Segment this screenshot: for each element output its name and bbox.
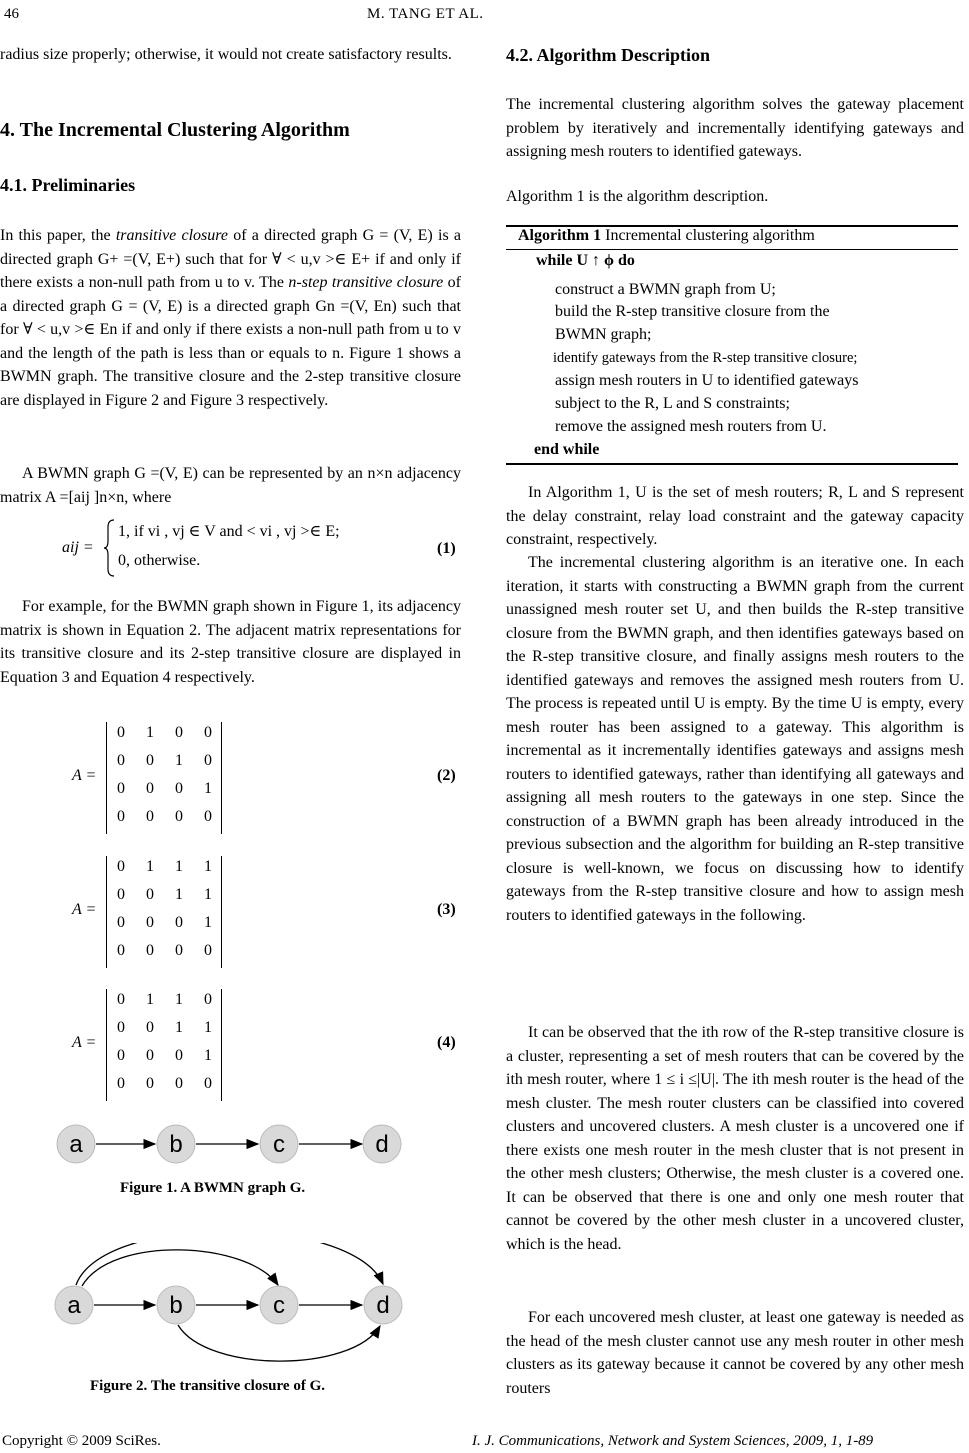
figure-2-edges — [76, 1243, 383, 1361]
edge-a-c — [82, 1250, 278, 1286]
matrix-cell: 0 — [117, 752, 125, 769]
matrix-cell: 0 — [117, 724, 125, 741]
matrix-cell: 1 — [204, 886, 212, 903]
matrix-cell: 0 — [204, 991, 212, 1008]
preliminaries-paragraph: In this paper, the transitive closure of a directed graph G = (V, E) is a directed graph G+ =(V, E+) such that for ∀ < u,v >∈ E+ if and only if there exists a non-null path from u to v. The n-step transitive closure of a directed graph G = (V, E) is a directed graph Gn =(V, En) such that for ∀ < u,v >∈ En if and only if there exists a non-null path from u to v and the length of the path is less than or equals to n. Figure 1 shows a BWMN graph. The transitive closure and the 2-step transitive closure are displayed in Figure 2 and Figure 3 respectively. — [0, 227, 462, 409]
footer-journal: I. J. Communications, Network and System Sciences, 2009, 1, 1-89 — [472, 1433, 874, 1449]
equation-1-lhs: aij = — [62, 539, 94, 556]
matrix-cell: 0 — [204, 724, 212, 741]
matrix-cell: 0 — [204, 808, 212, 825]
matrix-cell: 0 — [204, 942, 212, 959]
matrix-cell: 1 — [175, 858, 183, 875]
matrix-cell: 0 — [175, 724, 183, 741]
equation-1-case-2: 0, otherwise. — [118, 552, 201, 569]
node-b-label: b — [169, 1131, 183, 1158]
running-authors: M. TANG ET AL. — [367, 6, 484, 22]
matrix-cell: 0 — [146, 1075, 154, 1092]
matrix-equation-4 — [72, 985, 462, 1107]
matrix-cell: 1 — [175, 752, 183, 769]
algorithm-step-2a: build the R-step transitive closure from the — [555, 303, 830, 320]
matrix-cell: 1 — [204, 1019, 212, 1036]
matrix-cell: 0 — [146, 942, 154, 959]
algorithm-title: Algorithm 1 Incremental clustering algorithm — [518, 227, 815, 244]
matrix-cell: 1 — [146, 724, 154, 741]
node-c-label: c — [273, 1131, 285, 1158]
matrix-cell: 0 — [117, 886, 125, 903]
matrix-cell: 1 — [146, 858, 154, 875]
matrix-cell: 0 — [117, 991, 125, 1008]
matrix-label: A = — [72, 1034, 97, 1051]
section-4-heading: 4. The Incremental Clustering Algorithm — [0, 119, 350, 141]
page-number: 46 — [4, 6, 19, 22]
node-a-label: a — [67, 1292, 81, 1319]
matrix-cell: 0 — [146, 1047, 154, 1064]
cluster-paragraph: It can be observed that the ith row of the R-step transitive closure is a cluster, representing a set of mesh routers that can be covered by the ith mesh router, where 1 ≤ i ≤|U|. The ith mesh router is the head of the mesh cluster. The mesh router clusters can be classified into covered clusters and uncovered clusters. A mesh cluster is a uncovered one if there exists one mesh router in the mesh cluster that is not present in the other mesh clusters; Otherwise, the mesh cluster is a covered one. It can be observed that there is one and only one mesh router that cannot be covered by the other mesh cluster in a uncovered cluster, which is the head. — [506, 1024, 964, 1253]
algorithm-1-box — [506, 225, 958, 465]
node-a-label: a — [69, 1131, 83, 1158]
matrix-cell: 0 — [175, 1047, 183, 1064]
algorithm-mid-rule — [506, 249, 958, 250]
equation-1 — [60, 517, 461, 579]
matrix-cell: 0 — [146, 808, 154, 825]
matrix-cell: 0 — [175, 1075, 183, 1092]
algorithm-notation-paragraph: In Algorithm 1, U is the set of mesh routers; R, L and S represent the delay constraint, relay load constraint and the gateway capacity constraint, respectively. — [506, 484, 964, 548]
matrix-cell: 1 — [204, 1047, 212, 1064]
algorithm-step-1: construct a BWMN graph from U; — [555, 281, 776, 298]
figure-1-caption: Figure 1. A BWMN graph G. — [120, 1180, 306, 1196]
matrix-cell: 0 — [146, 886, 154, 903]
subsection-4-1-heading: 4.1. Preliminaries — [0, 175, 136, 195]
matrix-cell: 0 — [146, 1019, 154, 1036]
footer-copyright: Copyright © 2009 SciRes. — [2, 1433, 161, 1449]
gateway-paragraph: For each uncovered mesh cluster, at least one gateway is needed as the head of the mesh cluster cannot use any mesh router in other mesh clusters as its gateway because it cannot be covered by any other mesh routers — [506, 1309, 964, 1397]
matrix-cell: 1 — [146, 991, 154, 1008]
algorithm-explanation-paragraph: The incremental clustering algorithm is an iterative one. In each iteration, it starts with constructing a BWMN graph from the current unassigned mesh router set U, and then builds the R-step transitive closure from the BWMN graph, and then identifies gateways based on the R-step transitive closure, and finally assigns mesh routers to the identified gateways and removes the assigned mesh routers from U. The process is repeated until U is empty. By the time U is empty, every mesh router has been assigned to a gateway. This algorithm is incremental as it incrementally identifies gateways and assigns mesh routers to identified gateways, rather than identifying all gateways and assigning all mesh routers to the gateways in one step. Since the construction of a BWMN graph has been already introduced in the previous subsection and the algorithm for building an R-step transitive closure is well-known, we focus on discussing how to identify gateways from the R-step transitive closure and how to assign mesh routers to identified gateways in the following. — [506, 554, 964, 924]
equation-number: (2) — [437, 767, 456, 784]
matrix-cell: 0 — [146, 752, 154, 769]
matrix-cell: 0 — [175, 942, 183, 959]
node-b-label: b — [169, 1292, 183, 1319]
matrix-cell: 1 — [175, 886, 183, 903]
node-c-label: c — [273, 1292, 285, 1319]
edge-b-d — [178, 1325, 380, 1361]
algorithm-bottom-rule — [506, 463, 958, 465]
equation-1-number: (1) — [437, 540, 456, 557]
matrix-cell: 1 — [175, 1019, 183, 1036]
matrix-cell: 0 — [117, 1075, 125, 1092]
matrix-cell: 0 — [146, 780, 154, 797]
algorithm-step-4a: assign mesh routers in U to identified gateways — [555, 372, 859, 389]
matrix-cell: 0 — [117, 858, 125, 875]
matrix-cell: 0 — [175, 780, 183, 797]
matrix-cell: 0 — [204, 1075, 212, 1092]
matrix-cell: 0 — [117, 1019, 125, 1036]
edge-a-d — [76, 1243, 383, 1285]
matrix-cell: 0 — [175, 808, 183, 825]
matrix-cell: 1 — [204, 914, 212, 931]
equation-number: (4) — [437, 1034, 456, 1051]
brace-icon — [104, 519, 116, 577]
matrix-label: A = — [72, 901, 97, 918]
algorithm-end-while: end while — [534, 441, 600, 458]
algorithm-reference-paragraph: Algorithm 1 is the algorithm description. — [506, 188, 769, 205]
matrix-cell: 1 — [175, 991, 183, 1008]
algorithm-step-5: remove the assigned mesh routers from U. — [555, 418, 827, 435]
matrix-cell: 0 — [117, 942, 125, 959]
matrix-cell: 0 — [117, 808, 125, 825]
matrix-cell: 0 — [117, 1047, 125, 1064]
matrix-label: A = — [72, 767, 97, 784]
running-header — [0, 6, 969, 26]
figure-1-graph — [55, 1122, 415, 1166]
algorithm-step-4b: subject to the R, L and S constraints; — [555, 395, 790, 412]
matrix-cell: 0 — [117, 914, 125, 931]
matrix-cell: 1 — [204, 780, 212, 797]
equation-number: (3) — [437, 901, 456, 918]
algorithm-intro-paragraph: The incremental clustering algorithm solves the gateway placement problem by iteratively and incrementally identifying gateways and assigning mesh routers to identified gateways. — [506, 96, 964, 160]
equation-1-case-1: 1, if vi , vj ∈ V and < vi , vj >∈ E; — [118, 523, 340, 540]
subsection-4-2-heading: 4.2. Algorithm Description — [506, 45, 710, 65]
matrix-cell: 0 — [146, 914, 154, 931]
figure-2-graph — [52, 1243, 407, 1368]
adjacency-paragraph: A BWMN graph G =(V, E) can be represented by an n×n adjacency matrix A =[aij ]n×n, where — [0, 465, 461, 506]
node-d-label: d — [376, 1292, 390, 1319]
matrix-cell: 1 — [204, 858, 212, 875]
algorithm-while: while U ↑ ϕ do — [536, 252, 635, 269]
algorithm-step-3: identify gateways from the R-step transitive closure; — [553, 350, 858, 366]
matrix-equation-3 — [72, 852, 462, 974]
intro-paragraph: radius size properly; otherwise, it would not create satisfactory results. — [0, 46, 452, 63]
matrix-cell: 0 — [204, 752, 212, 769]
matrix-cell: 0 — [175, 914, 183, 931]
matrix-equation-2 — [72, 718, 462, 840]
node-d-label: d — [375, 1131, 389, 1158]
algorithm-step-2b: BWMN graph; — [555, 326, 652, 343]
example-paragraph: For example, for the BWMN graph shown in Figure 1, its adjacency matrix is shown in Equation 2. The adjacent matrix representations for its transitive closure and its 2-step transitive closure are displayed in Equation 3 and Equation 4 respectively. — [0, 598, 461, 686]
matrix-cell: 0 — [117, 780, 125, 797]
figure-2-caption: Figure 2. The transitive closure of G. — [90, 1378, 325, 1394]
